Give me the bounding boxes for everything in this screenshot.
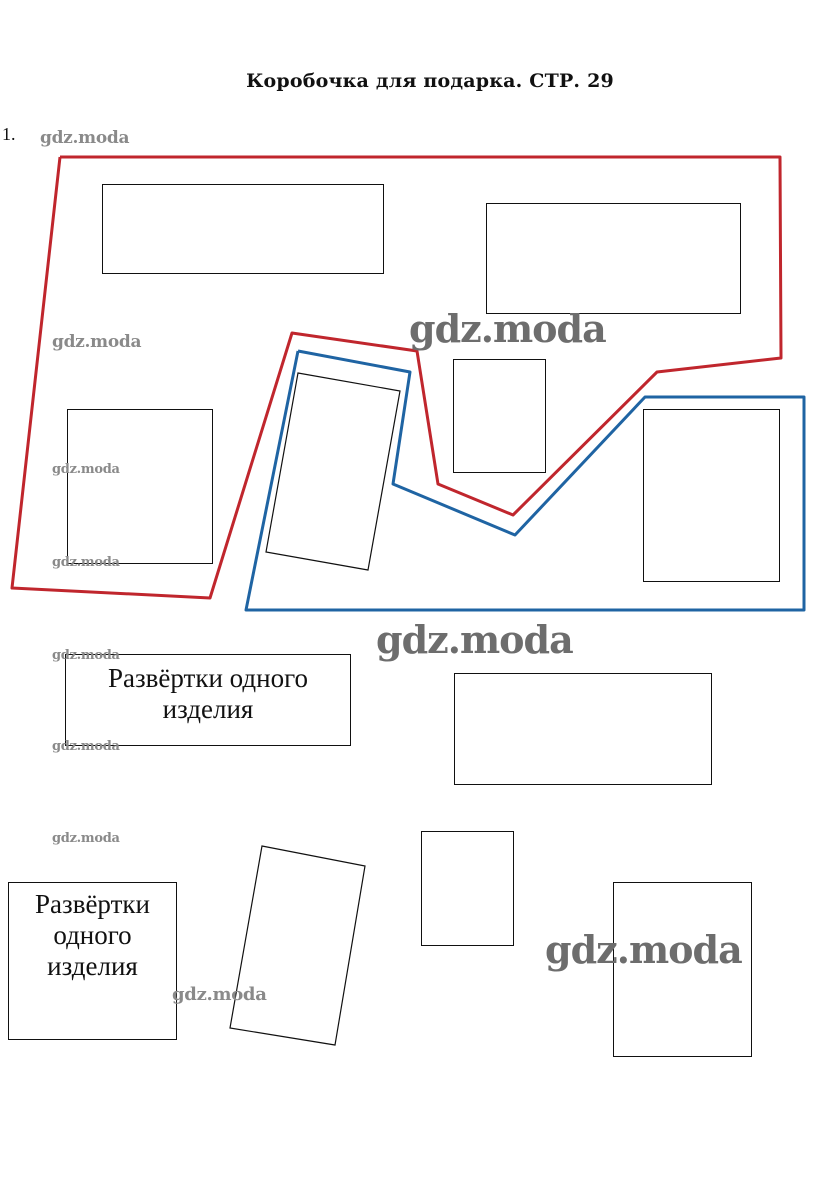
rect-left-middle (67, 409, 213, 564)
watermark-1: gdz.moda (40, 128, 130, 148)
rect-small-center (453, 359, 546, 473)
tilted-rect-lower (230, 846, 365, 1045)
rect-right-middle (643, 409, 780, 582)
watermark-11: gdz.moda (172, 984, 267, 1005)
watermark-2: gdz.moda (52, 332, 142, 352)
watermark-4: gdz.moda (52, 462, 120, 477)
watermark-8: gdz.moda (52, 739, 120, 754)
watermark-3: gdz.moda (409, 306, 606, 351)
item-number: 1. (2, 124, 16, 144)
rect-lower-wide (454, 673, 712, 785)
rect-top-left (102, 184, 384, 274)
watermark-6: gdz.moda (376, 617, 573, 662)
watermark-7: gdz.moda (52, 648, 120, 663)
label-box-razvertki-2 (8, 882, 177, 1040)
label-text-razvertki-1: Развёртки одного изделия (108, 663, 308, 725)
watermark-9: gdz.moda (52, 831, 120, 846)
rect-top-right (486, 203, 741, 314)
label-text-razvertki-2: Развёртки одного изделия (35, 889, 150, 982)
page-title: Коробочка для подарка. СТР. 29 (246, 70, 614, 92)
rect-lower-small (421, 831, 514, 946)
watermark-10: gdz.moda (545, 927, 742, 972)
watermark-5: gdz.moda (52, 555, 120, 570)
tilted-rect-upper (266, 373, 400, 570)
label-box-razvertki-1 (65, 654, 351, 746)
